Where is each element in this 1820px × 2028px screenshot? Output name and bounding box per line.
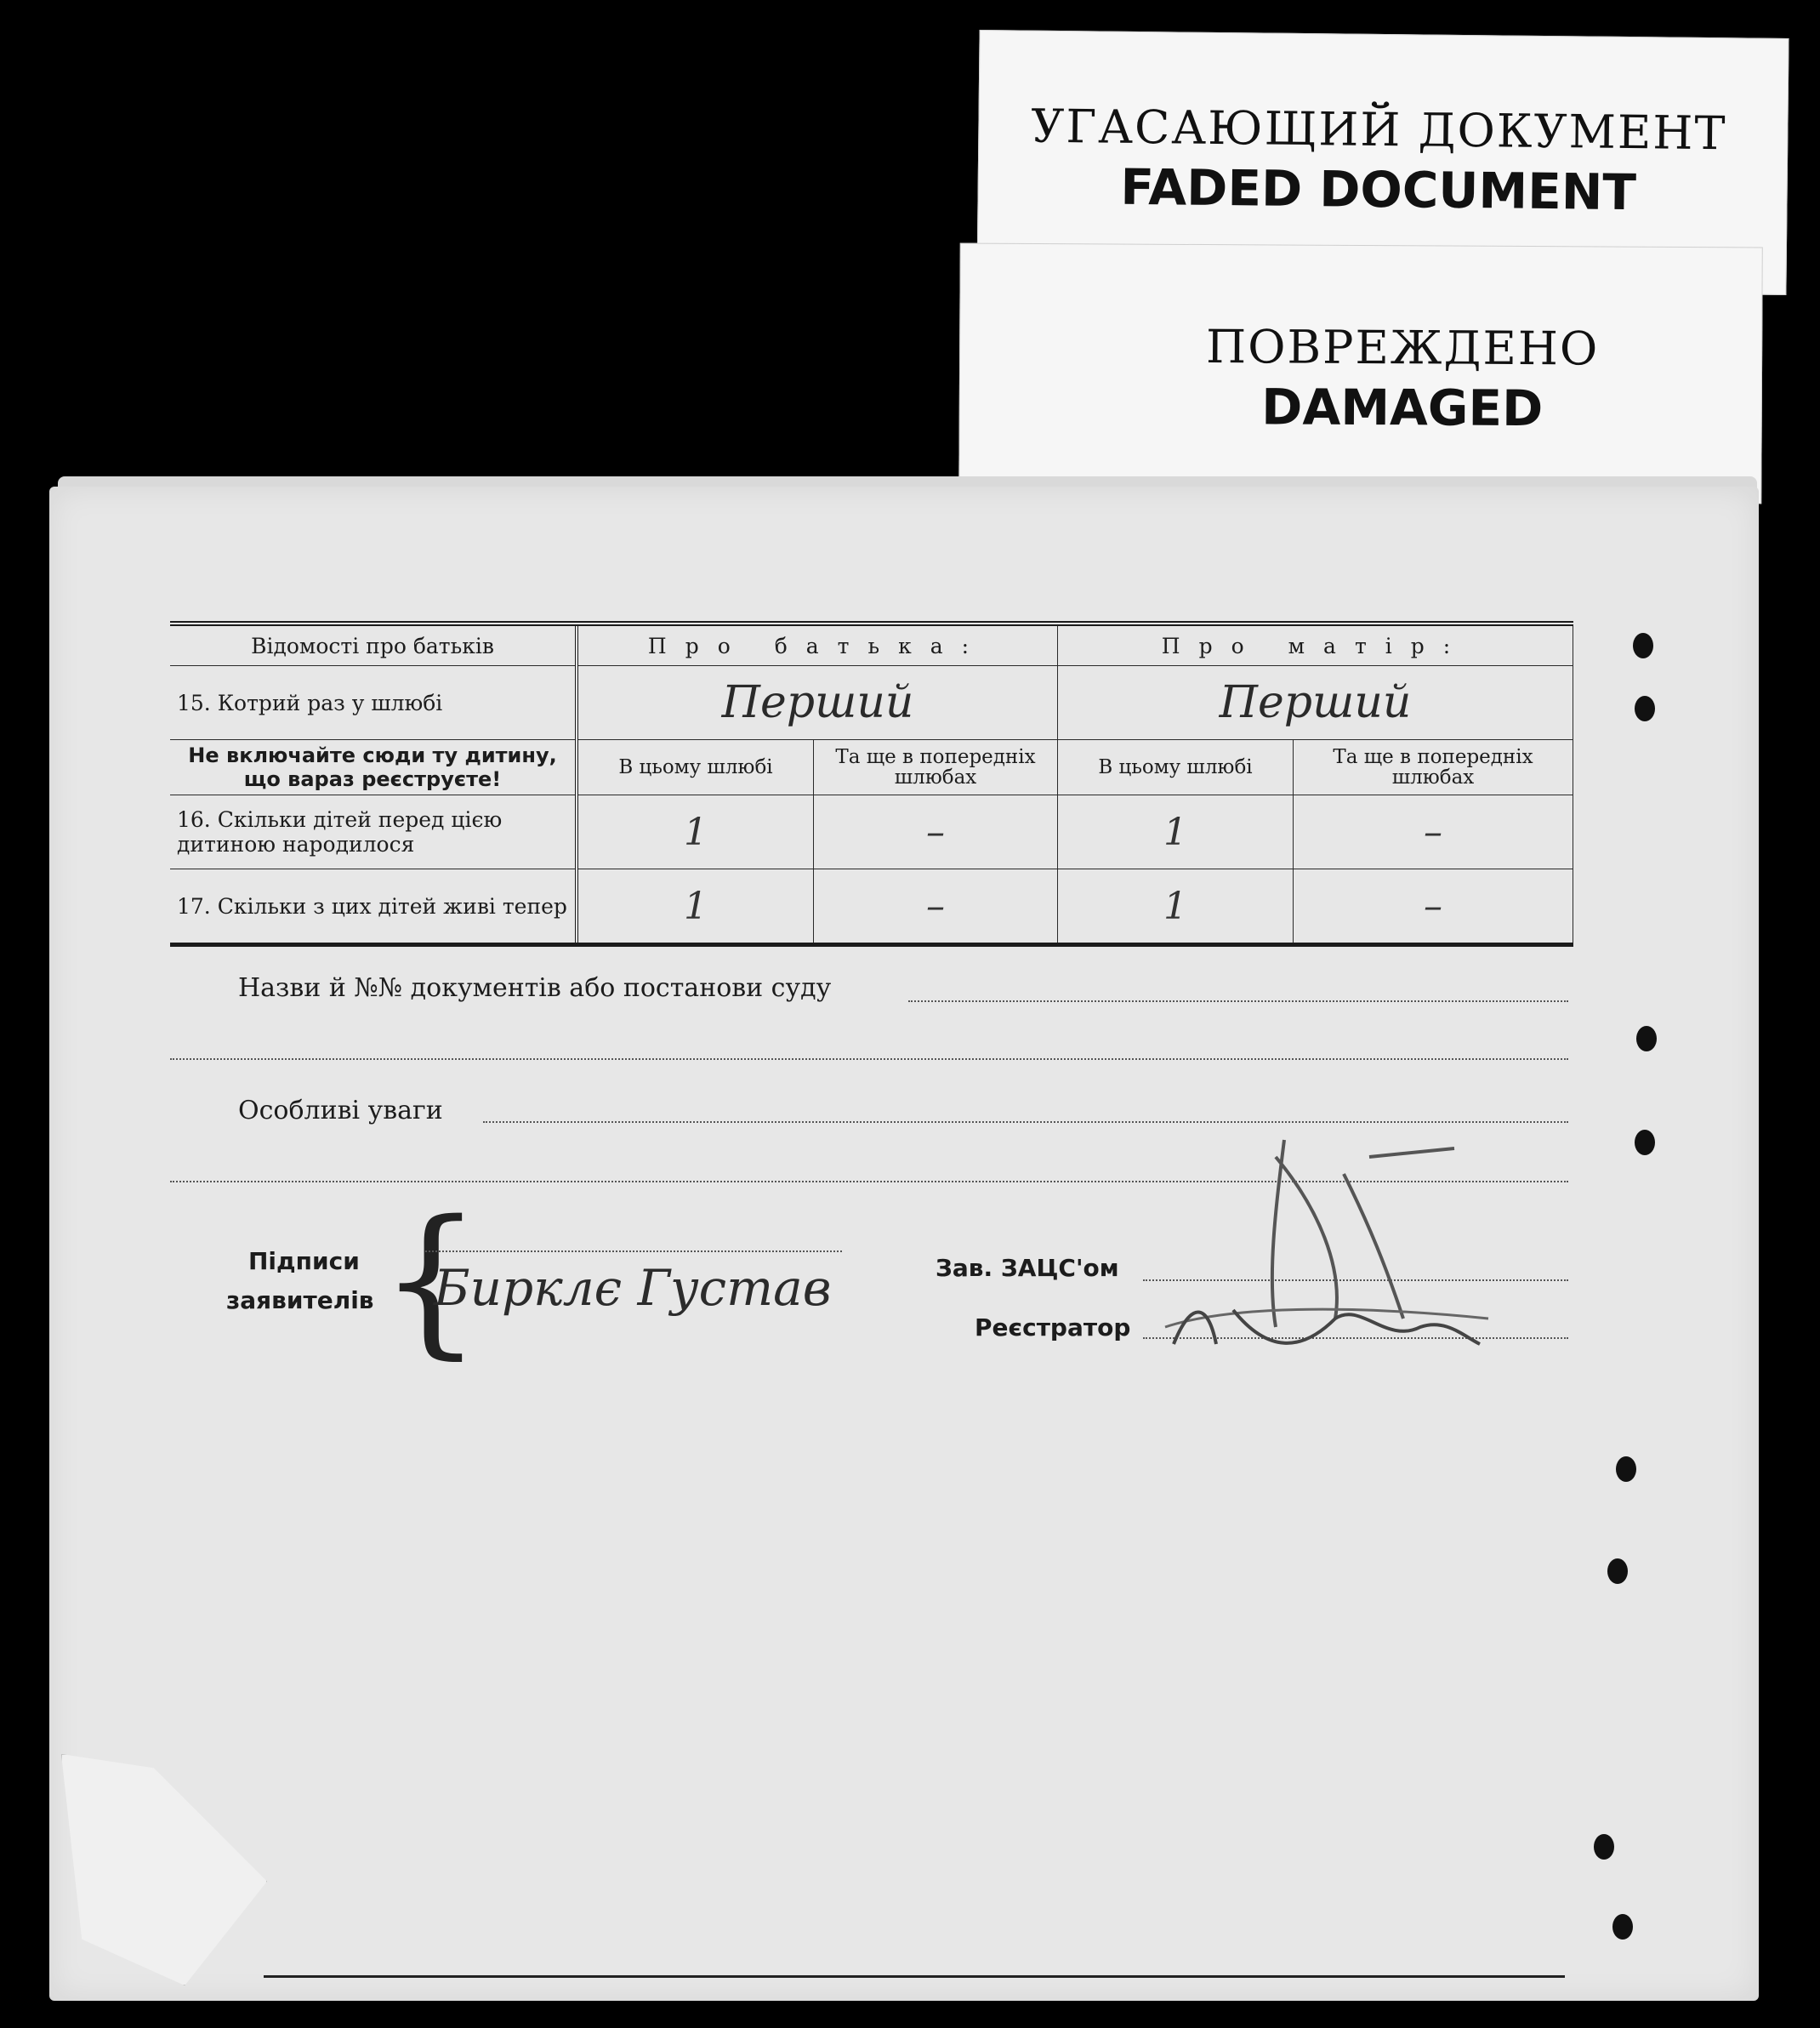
header-label: Відомості про батьків <box>170 624 577 666</box>
row16-label-line2: дитиною народилося <box>177 832 415 857</box>
punch-hole <box>1616 1456 1636 1482</box>
table-row-15 <box>170 666 1573 740</box>
row16-mother-this: 1 <box>1058 795 1294 869</box>
punch-hole <box>1636 1026 1657 1051</box>
punch-hole <box>1607 1558 1628 1584</box>
father-prev-line2: шлюбах <box>894 766 977 789</box>
note-text-line1: Не включайте сюди ту дитину, <box>188 743 557 767</box>
mother-this-marriage-head: В цьому шлюбі <box>1058 740 1294 795</box>
row16-label <box>170 795 577 869</box>
father-prev-line1: Та ще в попередніх <box>835 746 1036 768</box>
documents-dotline-1 <box>908 1000 1568 1002</box>
header-father: Про батька: <box>577 624 1058 666</box>
mother-prev-line1: Та ще в попередніх <box>1333 746 1533 768</box>
row17-mother-this: 1 <box>1058 869 1294 945</box>
father-this-marriage-head: В цьому шлюбі <box>577 740 814 795</box>
table-header-row <box>170 624 1573 666</box>
faded-label-ru: УГАСАЮЩИЙ ДОКУМЕНТ <box>1031 99 1727 161</box>
row17-father-prev: – <box>814 869 1058 945</box>
row16-father-prev: – <box>814 795 1058 869</box>
mother-prev-line2: шлюбах <box>1391 766 1475 789</box>
row15-mother-value: Перший <box>1058 666 1573 740</box>
father-prev-marriage-head <box>814 740 1058 795</box>
mother-prev-marriage-head <box>1294 740 1573 795</box>
damaged-label-en: DAMAGED <box>1261 378 1544 438</box>
row17-father-this: 1 <box>577 869 814 945</box>
punch-hole <box>1633 633 1653 658</box>
row16-mother-prev: – <box>1294 795 1573 869</box>
damaged-label-ru: ПОВРЕЖДЕНО <box>1205 320 1600 376</box>
table-note-row <box>170 740 1573 795</box>
remarks-label: Особливі уваги <box>238 1096 443 1125</box>
signatures-brace: { <box>379 1186 482 1374</box>
header-mother: Про матір: <box>1058 624 1573 666</box>
row17-label: 17. Скільки з цих дітей живі тепер <box>170 869 577 945</box>
row17-mother-prev: – <box>1294 869 1573 945</box>
registrar-label: Реєстратор <box>975 1313 1131 1342</box>
applicant-signature: Бирклє Густав <box>434 1259 832 1317</box>
signature-dotline-1 <box>425 1250 842 1252</box>
signatures-label-line1: Підписи <box>248 1247 360 1275</box>
row15-label: 15. Котрий раз у шлюбі <box>170 666 577 740</box>
row16-father-this: 1 <box>577 795 814 869</box>
row15-father-value: Перший <box>577 666 1058 740</box>
registrar-signature-scribble <box>1165 1293 1488 1370</box>
documents-label: Назви й №№ документів або постанови суду <box>238 973 832 1003</box>
bottom-rule <box>264 1975 1565 1978</box>
parents-info-table <box>170 621 1573 947</box>
documents-dotline-2 <box>170 1058 1568 1060</box>
punch-hole <box>1635 696 1655 721</box>
punch-hole <box>1594 1834 1614 1860</box>
punch-hole <box>1635 1130 1655 1155</box>
damaged-document-label <box>958 243 1763 504</box>
head-label: Зав. ЗАЦС'ом <box>936 1254 1119 1282</box>
punch-hole <box>1612 1914 1633 1940</box>
note-text-line2: що вараз реєструєте! <box>243 767 502 791</box>
table-row-17 <box>170 869 1573 945</box>
table-row-16 <box>170 795 1573 869</box>
note-text <box>170 740 577 795</box>
signatures-label-line2: заявителів <box>226 1286 374 1314</box>
row16-label-line1: 16. Скільки дітей перед цією <box>177 807 503 832</box>
faded-label-en: FADED DOCUMENT <box>1120 157 1637 222</box>
